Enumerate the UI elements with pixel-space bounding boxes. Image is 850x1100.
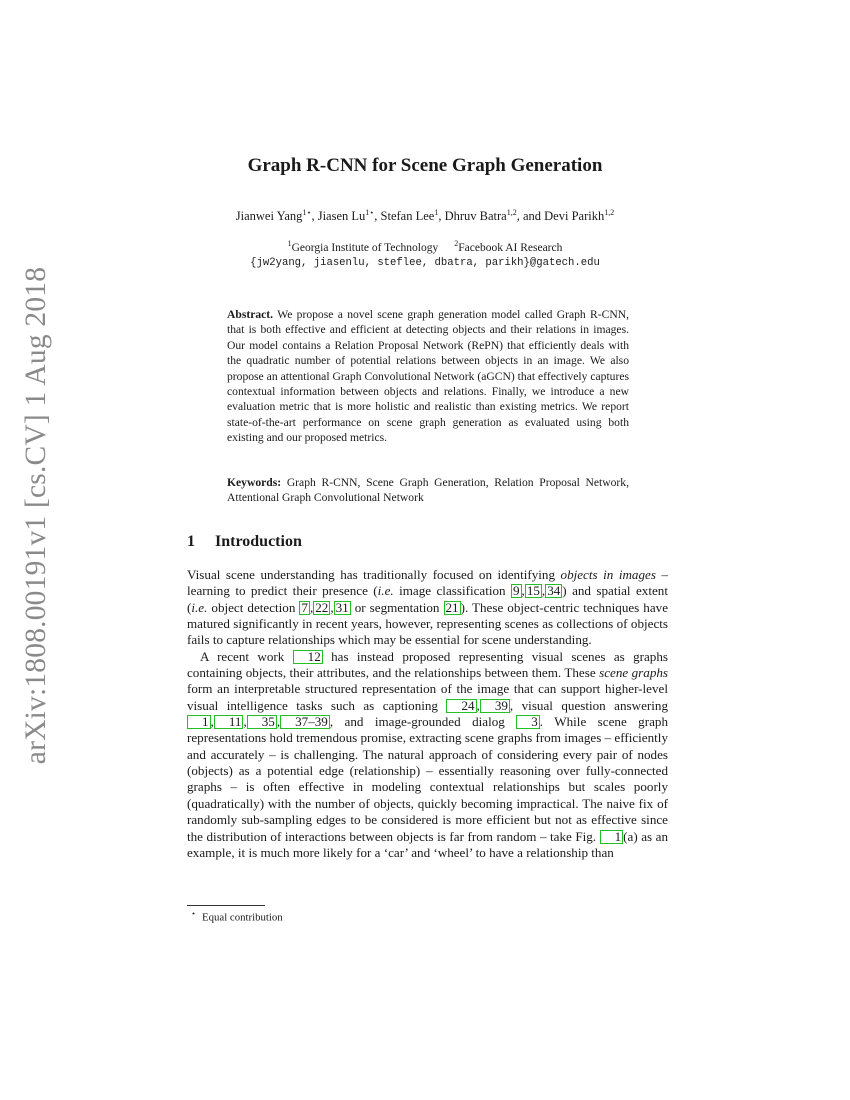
abstract-text: We propose a novel scene graph generation model called Graph R-CNN, that is both effective and efficient at detecting objects and their relations in images. Our model contains a Relation Proposal Network (RePN) that efficiently deals with the quadratic number of potential relations between objects in an image. We also propose an attentional Graph Convolutional Network (aGCN) that effectively captures contextual information between objects and relations. Finally, we introduce a new evaluation metric that is more holistic and realistic than existing metrics. We report state-of-the-art performance on scene graph generation as evaluated using both existing and our proposed metrics. — [227, 308, 629, 445]
arxiv-stamp — [15, 266, 59, 764]
citation-group — [600, 829, 624, 844]
citation-link[interactable]: 22 — [315, 599, 329, 615]
author-separator: , — [374, 209, 381, 224]
paragraph-text: A recent work — [200, 648, 293, 664]
citation-link[interactable]: 35 — [247, 715, 277, 729]
paragraph-text: image classification — [393, 583, 511, 599]
author-affiliation-sup: 1,2 — [506, 208, 517, 217]
affiliations — [0, 239, 850, 254]
author-name: Jiasen Lu — [317, 209, 366, 224]
footnote-mark: ⋆ — [191, 909, 197, 918]
footnote-rule — [187, 905, 265, 906]
citation-link[interactable]: 37–39 — [280, 715, 330, 729]
footnote-text: Equal contribution — [202, 911, 283, 924]
paragraph-text: . While scene graph representations hold tremendous promise, extracting scene graphs from images – efficiently and accurately – is challenging. The natural approach of considering every pair of nodes (objects) as a potential edge (relationship) – essentially reasoning over fully-connected graphs – is often effective in modeling contextual relationships but scales poorly (quadratically) with the number of objects, quickly becoming impractical. The naive fix of randomly sub-sampling edges to be considered is more efficient but not as effective since the distribution of interactions between objects is far from random – take Fig. — [187, 714, 668, 844]
citation-group: 9 , 15 , 34 — [513, 583, 561, 599]
affiliation-sup: 2 — [454, 239, 459, 248]
abstract — [227, 307, 629, 446]
paragraph — [187, 649, 668, 861]
author-separator: , and — [516, 209, 545, 224]
section-body — [187, 567, 668, 861]
affiliation-name: Facebook AI Research — [458, 241, 563, 254]
paragraph-text: has instead proposed representing visual scenes as graphs containing objects, their attributes, and the relationships between them. These — [187, 648, 668, 681]
citation-link[interactable]: 11 — [214, 715, 244, 729]
paper-title: Graph R-CNN for Scene Graph Generation — [247, 155, 603, 176]
citation-group: 7 , 22 , 31 — [301, 599, 349, 615]
paragraph-text: (a) as an example, it is much more likely for a ‘car’ and ‘wheel’ to have a relationship than — [187, 828, 668, 860]
citation-group: 1 , 11 , 35 , 37–39 — [187, 714, 330, 729]
citation-group — [293, 649, 323, 664]
author-list — [0, 208, 850, 224]
citation-link[interactable]: 31 — [335, 599, 349, 615]
author-name: Devi Parikh — [544, 209, 605, 224]
citation-group — [516, 714, 540, 729]
author-emails: {jw2yang, jiasenlu, steflee, dbatra, parikh}@gatech.edu — [250, 257, 600, 269]
keywords — [227, 475, 629, 506]
author-name: Dhruv Batra — [444, 209, 507, 224]
emphasis-text: i.e. — [377, 583, 394, 599]
paragraph-text: ) and spatial extent ( — [187, 583, 668, 615]
section-number: 1 — [187, 533, 195, 550]
citation-link[interactable]: 15 — [526, 583, 540, 599]
paragraph-text: – learning to predict their presence ( — [187, 567, 668, 599]
paragraph-text: , visual question answering — [509, 697, 668, 713]
paragraph — [187, 567, 668, 649]
citation-link[interactable]: 21 — [445, 599, 459, 615]
citation-link[interactable]: 12 — [293, 650, 323, 664]
citation-link[interactable]: 24 — [446, 699, 476, 713]
affiliation-name: Georgia Institute of Technology — [291, 241, 439, 254]
paragraph-text: object detection — [207, 599, 300, 615]
emphasis-text: scene graphs — [599, 665, 669, 681]
section-title: Introduction — [215, 533, 302, 550]
author-separator: , — [311, 209, 318, 224]
author-affiliation-sup: 1⋆ — [365, 208, 375, 217]
citation-link[interactable]: 9 — [513, 583, 520, 599]
emphasis-text: i.e. — [191, 599, 208, 615]
author-separator: , — [438, 209, 445, 224]
affiliation-sup: 1 — [287, 239, 292, 248]
abstract-label: Abstract. — [227, 308, 274, 321]
author-affiliation-sup: 1,2 — [604, 208, 615, 217]
emphasis-text: objects in images — [560, 567, 656, 582]
keywords-label: Keywords: — [227, 476, 282, 489]
citation-link[interactable]: 1 — [187, 715, 211, 729]
section-heading — [187, 533, 302, 551]
arxiv-stamp-text: arXiv:1808.00191v1 [cs.CV] 1 Aug 2018 — [20, 266, 53, 764]
paragraph-text: or segmentation — [350, 599, 444, 615]
footnote — [187, 909, 283, 924]
author-name: Jianwei Yang — [235, 209, 303, 224]
author-name: Stefan Lee — [380, 209, 435, 224]
paragraph-text: ). These object-centric techniques have matured significantly in recent years, however, representing scenes as collections of objects fails to capture relationships which may be essential for scene understanding. — [187, 599, 669, 648]
citation-link[interactable]: 34 — [547, 583, 561, 599]
paragraph-text: Visual scene understanding has traditionally focused on identifying — [187, 567, 561, 582]
paragraph-text: , and image-grounded dialog — [329, 714, 517, 730]
author-affiliation-sup: 1⋆ — [302, 208, 312, 217]
citation-group — [444, 600, 461, 615]
citation-link[interactable]: 7 — [301, 599, 308, 615]
author-affiliation-sup: 1 — [434, 208, 439, 217]
citation-link[interactable]: 1 — [600, 830, 624, 844]
paragraph-text: form an interpretable structured representation of the image that can support higher-level visual intelligence tasks such as captioning — [187, 681, 668, 713]
keywords-text: Graph R-CNN, Scene Graph Generation, Relation Proposal Network, Attentional Graph Convolutional Network — [227, 476, 629, 505]
citation-group: 24 , 39 — [446, 698, 509, 713]
citation-link[interactable]: 3 — [516, 715, 540, 729]
citation-link[interactable]: 39 — [480, 699, 510, 713]
